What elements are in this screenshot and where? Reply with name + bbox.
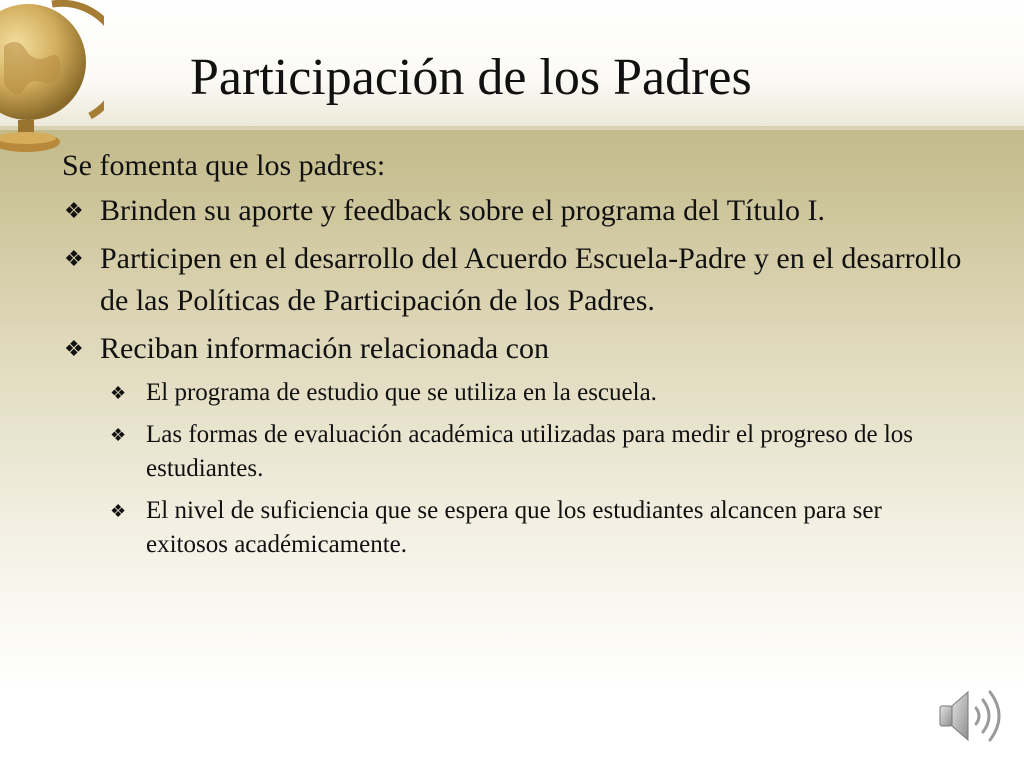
slide-title: Participación de los Padres [190, 49, 752, 106]
globe-icon [0, 0, 104, 166]
speaker-icon[interactable] [934, 686, 1004, 746]
bullet-item [62, 190, 962, 232]
bullet-text: Brinden su aporte y feedback sobre el programa del Título I. [100, 194, 826, 227]
bullet-marker-icon: ❖ [64, 246, 84, 271]
sub-bullet-item [62, 494, 962, 562]
bullet-marker-icon: ❖ [64, 198, 84, 223]
sub-bullet-item [62, 418, 962, 486]
bullet-marker-icon: ❖ [64, 336, 84, 361]
slide-content [62, 146, 962, 570]
sub-bullet-text: El nivel de suficiencia que se espera que los estudiantes alcancen para ser exitosos académicamente. [146, 497, 882, 558]
bullet-text: Reciban información relacionada con [100, 332, 549, 365]
title-divider [0, 126, 1024, 130]
intro-text: Se fomenta que los padres: [62, 149, 386, 182]
bullet-item [62, 238, 962, 322]
bullet-item [62, 328, 962, 370]
bullet-marker-icon: ❖ [110, 425, 127, 445]
bullet-marker-icon: ❖ [110, 383, 127, 403]
sub-bullet-text: El programa de estudio que se utiliza en la escuela. [146, 379, 657, 406]
sub-bullet-item [62, 376, 962, 410]
sub-bullet-text: Las formas de evaluación académica utilizadas para medir el progreso de los estudiantes. [146, 421, 914, 482]
bullet-text: Participen en el desarrollo del Acuerdo Escuela-Padre y en el desarrollo de las Políticas de Participación de los Padres. [100, 242, 962, 317]
bullet-marker-icon: ❖ [110, 501, 127, 521]
